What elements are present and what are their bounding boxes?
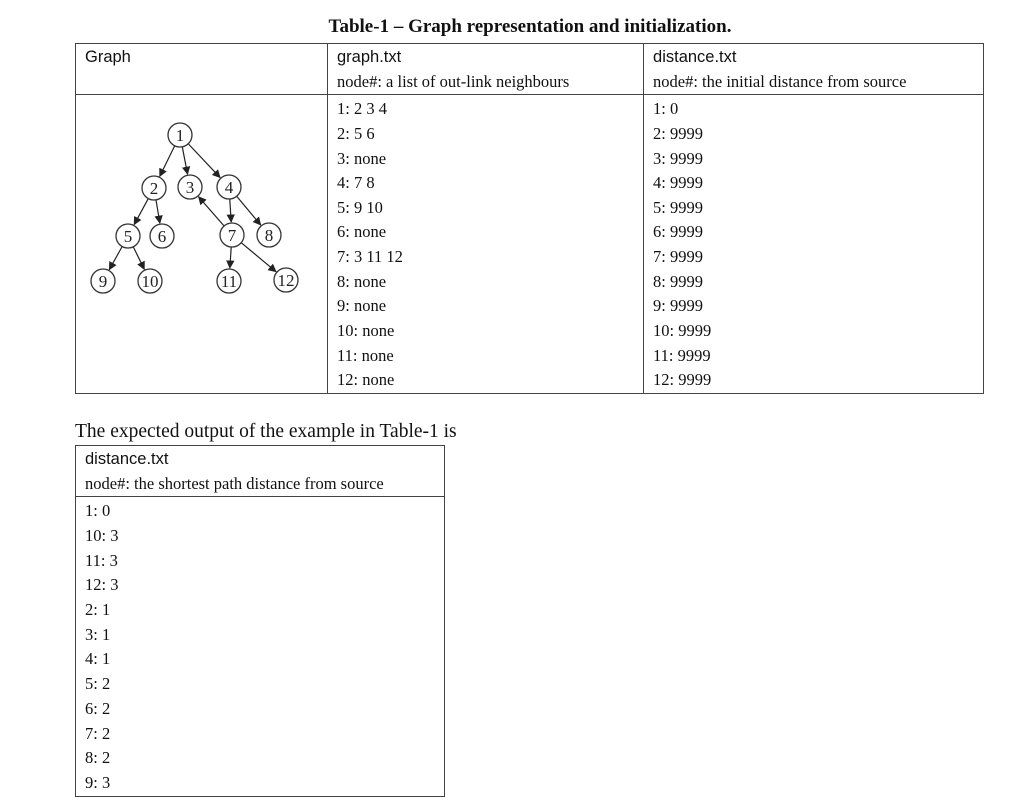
graph-node-7: [220, 223, 244, 247]
graph-node-label: 11: [220, 272, 238, 292]
graph-node-label: 12: [277, 271, 295, 291]
expected-row: 12: 3: [85, 575, 119, 595]
distance-row: 1: 0: [653, 99, 679, 119]
graph-edge-1-3: [182, 147, 187, 174]
distance-row: 9: 9999: [653, 296, 703, 316]
graph-edge-1-2: [160, 146, 175, 177]
expected-row: 5: 2: [85, 674, 111, 694]
graph-edge-7-3: [199, 197, 225, 226]
graph-edge-2-5: [134, 199, 148, 225]
distance-row: 4: 9999: [653, 173, 703, 193]
graph-row: 8: none: [337, 271, 387, 291]
graph-edge-4-8: [237, 196, 261, 225]
graph-node-label: 1: [175, 126, 185, 146]
graph-row: 11: none: [337, 345, 394, 365]
expected-output-text: The expected output of the example in Table-1 is: [75, 421, 457, 442]
graph-node-label: 9: [98, 272, 108, 292]
graph-header-cell: [76, 44, 328, 95]
graph-node-label: 5: [123, 227, 133, 247]
graph-row: 2: 5 6: [337, 123, 375, 143]
expected-row: 8: 2: [85, 748, 111, 768]
graph-node-10: [138, 269, 162, 293]
distance-row: 2: 9999: [653, 123, 703, 143]
expected-file-name: distance.txt: [85, 450, 169, 468]
graph-row: 1: 2 3 4: [337, 99, 387, 119]
expected-row: 7: 2: [85, 723, 111, 743]
distance-row: 10: 9999: [653, 321, 712, 341]
graph-node-11: [217, 269, 241, 293]
table-caption: Table-1 – Graph representation and initialization.: [328, 16, 732, 37]
distance-list-cell: [644, 95, 984, 394]
distance-row: 8: 9999: [653, 271, 703, 291]
graph-node-1: [168, 123, 192, 147]
distance-row: 6: 9999: [653, 222, 703, 242]
distance-row: 12: 9999: [653, 370, 712, 390]
graph-node-6: [150, 224, 174, 248]
graph-node-label: 6: [157, 227, 167, 247]
graph-row: 9: none: [337, 296, 387, 316]
graph-row: 5: 9 10: [337, 197, 383, 217]
expected-row: 4: 1: [85, 649, 111, 669]
graph-edge-2-6: [156, 200, 160, 223]
graph-node-12: [274, 268, 298, 292]
expected-file-description: node#: the shortest path distance from source: [85, 473, 384, 493]
expected-row: 3: 1: [85, 624, 111, 644]
expected-row: 1: 0: [85, 501, 111, 521]
graph-edge-7-11: [230, 247, 231, 268]
expected-row: 11: 3: [85, 550, 118, 570]
graph-row: 7: 3 11 12: [337, 247, 403, 267]
expected-row: 9: 3: [85, 772, 111, 792]
graph-row: 12: none: [337, 370, 395, 390]
graph-list-cell: [328, 95, 644, 394]
initial-distance-list: [644, 95, 983, 393]
graph-node-4: [217, 175, 241, 199]
distance-row: 11: 9999: [653, 345, 711, 365]
graph-node-3: [178, 175, 202, 199]
graph-row: 10: none: [337, 321, 395, 341]
graph-edge-5-9: [109, 247, 122, 270]
graph-row: 6: none: [337, 222, 387, 242]
graph-node-9: [91, 269, 115, 293]
distance-file-header-cell: [644, 44, 984, 95]
graph-adjacency-list: [328, 95, 643, 393]
graph-node-label: 7: [227, 226, 237, 246]
graph-node-2: [142, 176, 166, 200]
distance-row: 5: 9999: [653, 197, 703, 217]
graph-node-label: 4: [224, 178, 234, 198]
graph-diagram-cell: [76, 95, 328, 394]
expected-row: 10: 3: [85, 525, 119, 545]
graph-row: 3: none: [337, 148, 387, 168]
graph-row: 4: 7 8: [337, 173, 375, 193]
distance-row: 3: 9999: [653, 148, 703, 168]
distance-file-name: distance.txt: [653, 48, 737, 66]
graph-table: [75, 43, 984, 394]
graph-edge-4-7: [230, 199, 231, 222]
graph-node-label: 10: [141, 272, 159, 292]
graph-node-8: [257, 223, 281, 247]
graph-edge-1-4: [188, 144, 220, 178]
expected-row: 6: 2: [85, 698, 111, 718]
graph-node-label: 3: [185, 178, 195, 198]
graph-edge-5-10: [133, 247, 144, 270]
distance-row: 7: 9999: [653, 247, 703, 267]
expected-output-table: [75, 445, 445, 797]
graph-node-label: 8: [264, 226, 274, 246]
expected-row: 2: 1: [85, 600, 111, 619]
graph-header: Graph: [85, 48, 131, 66]
graph-file-name: graph.txt: [337, 48, 402, 66]
graph-node-5: [116, 224, 140, 248]
graph-node-label: 2: [149, 179, 159, 199]
shortest-distance-list: [76, 497, 444, 795]
graph-file-header-cell: [328, 44, 644, 95]
expected-list-cell: [76, 497, 445, 796]
graph-diagram: [76, 95, 327, 390]
graph-file-description: node#: a list of out-link neighbours: [337, 71, 570, 91]
expected-header-cell: [76, 446, 445, 497]
distance-file-description: node#: the initial distance from source: [653, 71, 907, 91]
